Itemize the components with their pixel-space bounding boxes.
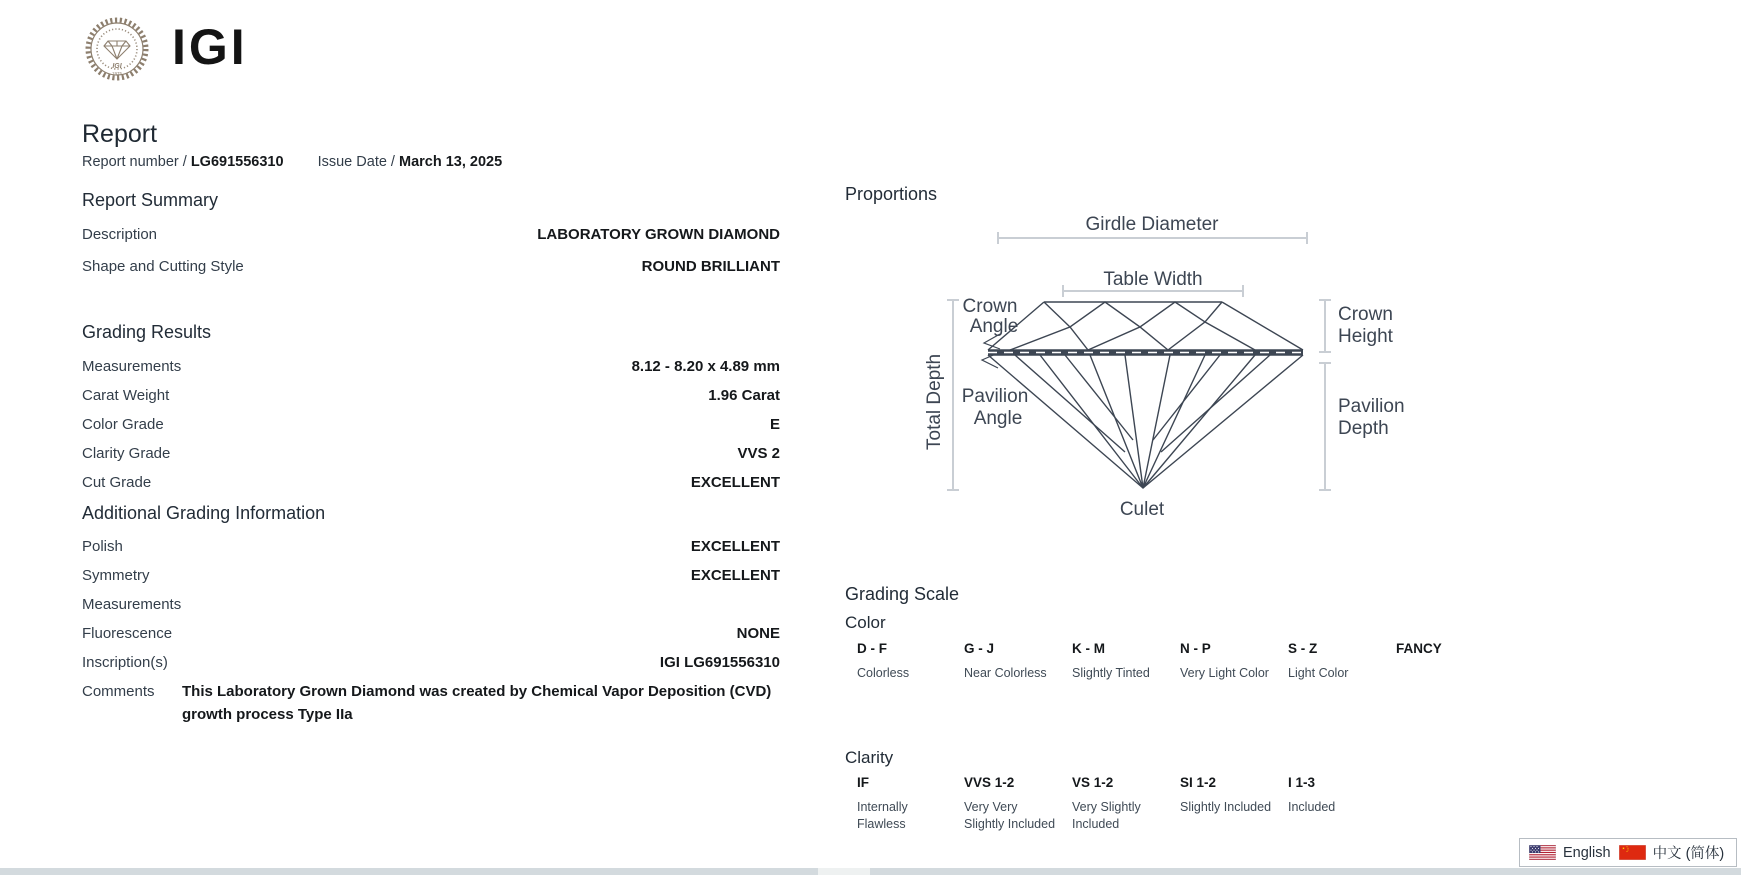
language-switcher [1519, 838, 1737, 867]
language-option-english[interactable] [1529, 845, 1611, 861]
section-grading-results: Grading Results [82, 322, 212, 342]
summary-row-description: Description LABORATORY GROWN DIAMOND [82, 226, 780, 243]
color-grade-np: N - P Very Light Color [1180, 641, 1269, 680]
section-proportions: Proportions [845, 184, 938, 204]
label-pavilion-angle-1: Pavilion [961, 386, 1029, 407]
horizontal-scrollbar[interactable] [0, 868, 1741, 875]
color-grade-fancy: FANCY [1396, 641, 1442, 656]
label-crown-height-2: Height [1338, 326, 1393, 347]
color-grade-df: D - F Colorless [857, 641, 910, 680]
cn-flag-icon [1619, 845, 1646, 860]
additional-row-measurements: Measurements [82, 596, 182, 613]
label-pavilion-depth-2: Depth [1338, 418, 1389, 439]
label-pavilion-angle-2: Angle [973, 408, 1023, 429]
igi-wordmark: IGI [172, 19, 248, 75]
clarity-grade-vs: VS 1-2 Very Slightly Included [1072, 775, 1141, 831]
page-title: Report [82, 120, 158, 148]
seal-diamond-icon [104, 41, 130, 59]
us-flag-icon [1529, 845, 1556, 860]
grading-row-carat: Carat Weight 1.96 Carat [82, 387, 780, 404]
color-scale-heading: Color [845, 613, 886, 632]
additional-row-polish: Polish EXCELLENT [82, 538, 780, 555]
clarity-grade-if: IF Internally Flawless [857, 775, 908, 831]
issue-date-label: Issue Date / [317, 154, 395, 170]
label-culet: Culet [1119, 499, 1165, 520]
issue-date-value: March 13, 2025 [399, 154, 503, 170]
label-table-width: Table Width [1103, 269, 1203, 290]
additional-row-fluorescence: Fluorescence NONE [82, 625, 780, 642]
igi-seal-logo [84, 16, 150, 82]
report-number-value: LG691556310 [190, 154, 284, 170]
label-crown-height-1: Crown [1338, 304, 1393, 325]
clarity-grade-si: SI 1-2 Slightly Included [1180, 775, 1272, 814]
clarity-scale-heading: Clarity [845, 748, 894, 767]
grading-row-color: Color Grade E [82, 416, 780, 433]
language-label-chinese: 中文 (简体) [1652, 846, 1725, 862]
color-grade-sz: S - Z Light Color [1288, 641, 1349, 680]
diamond-profile-drawing [982, 302, 1303, 488]
section-grading-scale: Grading Scale [845, 584, 960, 604]
label-pavilion-depth-1: Pavilion [1338, 396, 1405, 417]
summary-row-shape: Shape and Cutting Style ROUND BRILLIANT [82, 258, 780, 275]
label-crown-angle-2: Angle [969, 316, 1019, 337]
label-girdle-diameter: Girdle Diameter [1085, 214, 1219, 235]
report-meta-line [82, 154, 502, 170]
section-report-summary: Report Summary [82, 190, 219, 210]
label-crown-angle-1: Crown [962, 296, 1018, 317]
clarity-grade-i: I 1-3 Included [1288, 775, 1336, 814]
grading-row-cut: Cut Grade EXCELLENT [82, 474, 780, 491]
seal-monogram: IGI [112, 63, 122, 70]
report-number-label: Report number / [82, 154, 187, 170]
comments-value: This Laboratory Grown Diamond was created by Chemical Vapor Deposition (CVD) growth process Type IIa [182, 683, 772, 723]
label-total-depth: Total Depth [924, 353, 945, 450]
language-label-english: English [1563, 844, 1611, 861]
comments-label: Comments [82, 683, 155, 700]
color-grade-km: K - M Slightly Tinted [1072, 641, 1150, 680]
section-additional-grading: Additional Grading Information [82, 503, 326, 523]
diamond-proportions-diagram [920, 200, 1420, 530]
grading-row-clarity: Clarity Grade VVS 2 [82, 445, 780, 462]
additional-row-inscription: Inscription(s) IGI LG691556310 [82, 654, 780, 671]
horizontal-scrollbar-thumb[interactable] [818, 868, 870, 875]
grading-row-measurements: Measurements 8.12 - 8.20 x 4.89 mm [82, 358, 780, 375]
clarity-grade-vvs: VVS 1-2 Very Very Slightly Included [964, 775, 1056, 831]
language-option-chinese[interactable] [1619, 842, 1725, 863]
color-grade-gj: G - J Near Colorless [964, 641, 1047, 680]
seal-year: 1975 [111, 71, 123, 76]
additional-row-symmetry: Symmetry EXCELLENT [82, 567, 780, 584]
